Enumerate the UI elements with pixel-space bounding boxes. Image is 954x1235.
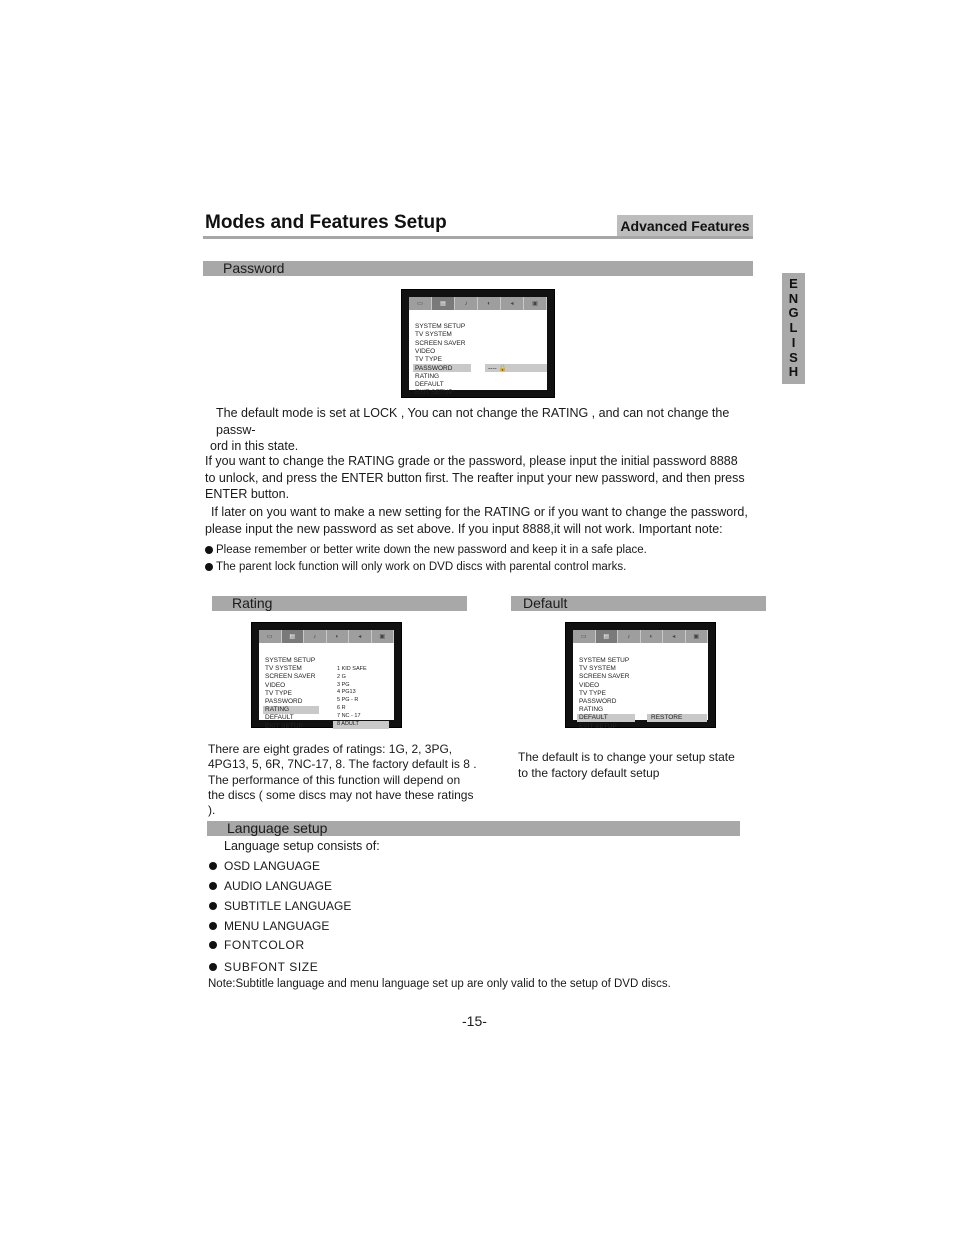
language-list-item [209,899,351,913]
menu-item: VIDEO [579,681,600,689]
text-line: to the factory default setup [518,765,660,780]
menu-icon-strip [409,297,547,310]
list-item-label: OSD LANGUAGE [224,859,321,873]
section-tab-advanced-features: Advanced Features [617,215,753,238]
default-menu-screenshot [565,622,716,728]
default-heading: Default [523,595,568,611]
side-tab-letter: E [789,275,798,291]
text-line: If later on you want to make a new setting for the RATING or if you want to change the password, [211,505,748,519]
menu-item: VIDEO [415,347,436,355]
speaker-icon: ◂ [349,630,372,643]
menu-item: TV SYSTEM [265,665,302,673]
system-icon: ▤ [282,630,305,643]
menu-item: TV TYPE [265,689,292,697]
note-text: Please remember or better write down the new password and keep it in a safe place. [216,544,647,556]
menu-item: TV SYSTEM [415,331,452,339]
menu-item: SCREEN SAVER [579,673,630,681]
bullet-icon [209,902,217,910]
text-line: If you want to change the RATING grade or the password, please input the initial password 8888 [205,454,738,468]
menu-item: DEFAULT [265,714,294,722]
menu-item: SCREEN SAVER [265,673,316,681]
video-icon: ◐ [327,630,350,643]
exit-icon: ▣ [686,630,709,643]
text-line: please input the new password as set above. If you input 8888,it will not work. Important note: [205,521,723,536]
side-tab-letter: H [788,364,799,380]
exit-icon: ▣ [524,297,547,310]
audio-icon: ♪ [618,630,641,643]
text-line: the discs ( some discs may not have these ratings ). [208,787,474,818]
menu-item: SYSTEM SETUP [265,657,316,664]
list-item-label: SUBTITLE LANGUAGE [224,899,352,913]
password-heading: Password [223,260,285,276]
password-note [205,561,626,573]
language-list-item [209,938,305,952]
video-icon: ◐ [641,630,664,643]
note-text: The parent lock function will only work on DVD discs with parental control marks. [216,561,627,573]
rating-heading: Rating [232,595,273,611]
language-list-item [209,859,320,873]
menu-item-selected: PASSWORD [415,364,453,372]
video-icon: ◐ [478,297,501,310]
disc-icon: ▭ [409,297,432,310]
list-item-label: AUDIO LANGUAGE [224,879,333,893]
menu-item: TV TYPE [579,689,606,697]
side-tab-letter: N [788,290,799,306]
rating-option: 5 PG - R [337,697,359,704]
bullet-icon [209,922,217,930]
side-tab-letter: L [789,320,798,336]
password-heading-bar [203,261,753,276]
bullet-icon [209,963,217,971]
menu-item: VIDEO [265,681,286,689]
disc-icon: ▭ [259,630,282,643]
system-icon: ▤ [596,630,619,643]
text-line: There are eight grades of ratings: 1G, 2, 3PG, [208,742,453,756]
language-list-item [209,879,332,893]
language-side-tab [782,273,805,384]
title-divider [203,236,753,239]
bullet-icon [209,862,217,870]
bullet-icon [209,941,217,949]
rating-description [208,742,483,818]
rating-option: 4 PG13 [337,689,356,696]
text-line: to unlock, and press the ENTER button first. The reafter input your new password, and then press [205,470,745,485]
menu-item: DEFAULT [415,381,444,389]
menu-item: EXIT SETUP [265,722,303,730]
password-note [205,544,647,556]
rating-option: 7 NC - 17 [337,712,361,719]
language-heading-bar [207,821,740,836]
rating-option: 6 R [337,705,346,711]
bullet-icon [209,882,217,890]
menu-item: TV TYPE [415,356,442,364]
list-item-label: SUBFONT SIZE [224,960,319,974]
page-number: -15- [462,1013,487,1029]
password-paragraph-1 [210,405,750,455]
language-note: Note:Subtitle language and menu language set up are only valid to the setup of DVD discs. [208,978,671,990]
menu-item: TV SYSTEM [579,665,616,673]
disc-icon: ▭ [573,630,596,643]
bullet-icon [205,546,213,554]
menu-item: RATING [415,372,440,380]
menu-item-selected: RATING [265,706,290,714]
rating-option-selected: 8 ADULT [337,720,359,727]
restore-value: RESTORE [651,714,683,722]
list-item-label: MENU LANGUAGE [224,919,330,933]
rating-menu-screenshot [251,622,402,728]
menu-item: SYSTEM SETUP [415,323,466,330]
language-list-item [209,919,329,933]
menu-item-selected: DEFAULT [579,714,608,722]
rating-option: 3 PG [337,681,350,688]
default-heading-bar [511,596,766,611]
rating-option: 1 KID SAFE [337,666,367,672]
menu-item: EXIT SETUP [579,722,617,730]
text-line: The default mode is set at LOCK , You can not change the RATING , and can not change the passw- [216,406,730,437]
audio-icon: ♪ [455,297,478,310]
exit-icon: ▣ [372,630,395,643]
text-line: ord in this state. [210,439,299,454]
menu-item: PASSWORD [265,698,303,705]
menu-item: RATING [579,706,604,714]
menu-item: SYSTEM SETUP [579,657,630,664]
password-paragraph-3 [205,504,753,537]
bullet-icon [205,563,213,571]
password-paragraph-2 [205,453,753,503]
page-title: Modes and Features Setup [205,212,447,233]
rating-option: 2 G [337,673,346,680]
side-tab-letter: I [791,334,796,350]
language-intro: Language setup consists of: [224,839,380,853]
language-list-item [209,960,318,974]
audio-icon: ♪ [304,630,327,643]
side-tab-letter: S [789,349,798,365]
menu-item: SCREEN SAVER [415,339,466,347]
password-menu-screenshot [401,289,555,398]
speaker-icon: ◂ [663,630,686,643]
text-line: 4PG13, 5, 6R, 7NC-17, 8. The factory default is 8 . [208,757,477,772]
speaker-icon: ◂ [501,297,524,310]
system-icon: ▤ [432,297,455,310]
menu-icon-strip [259,630,394,643]
text-line: ENTER button. [205,487,290,502]
menu-item: PASSWORD [579,698,617,705]
text-line: The default is to change your setup state [518,750,735,764]
list-item-label: FONTCOLOR [224,938,305,952]
text-line: The performance of this function will depend on [208,772,461,787]
side-tab-letter: G [788,305,799,321]
password-value: ---- 🔒 [488,364,507,372]
menu-item: EXIT SETUP [415,389,453,397]
rating-heading-bar [212,596,467,611]
menu-icon-strip [573,630,708,643]
default-description [518,750,758,781]
language-heading: Language setup [227,820,328,836]
